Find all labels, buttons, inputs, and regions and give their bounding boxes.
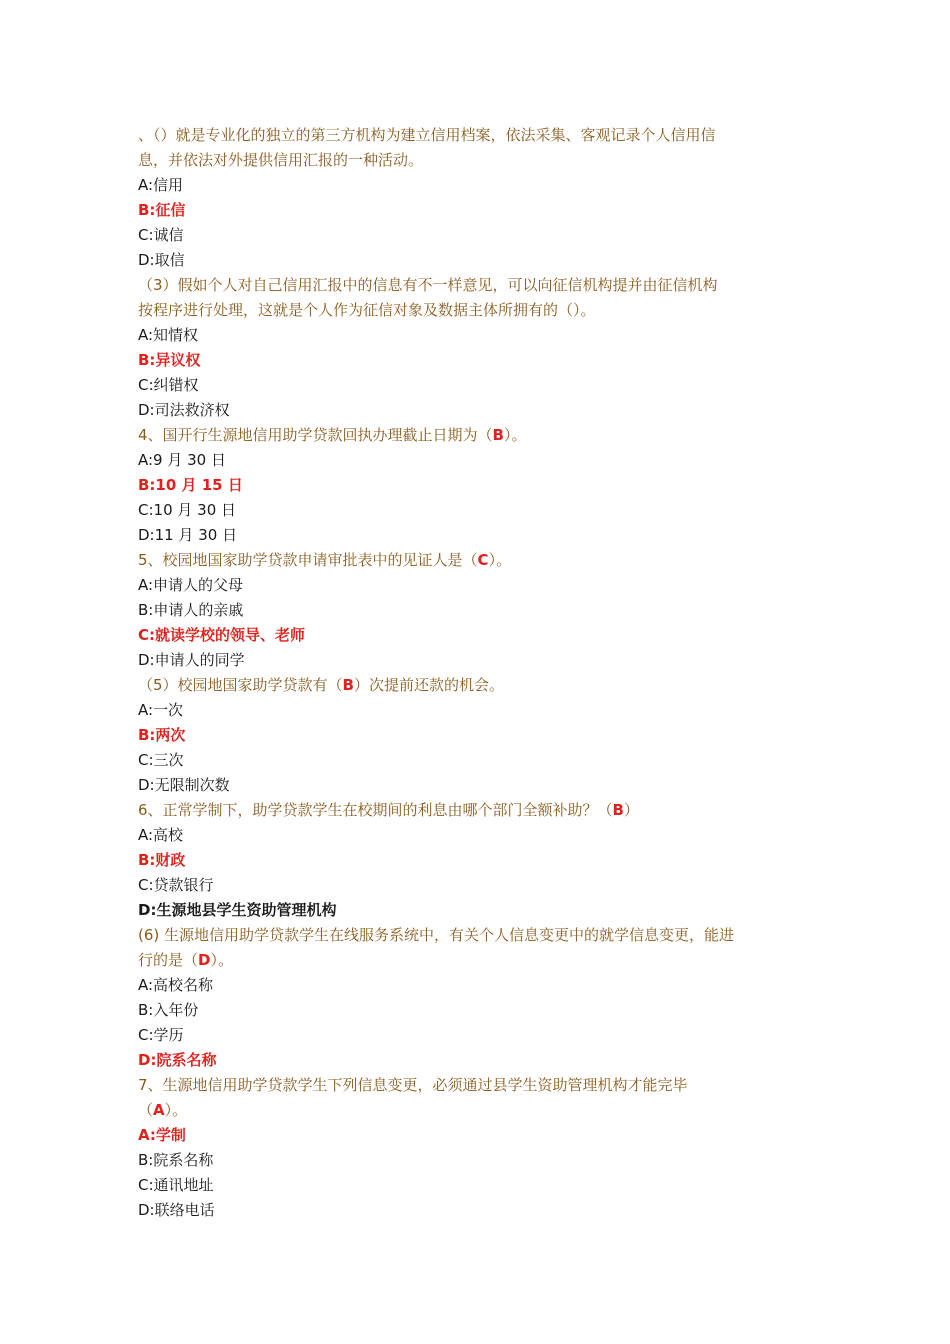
- option: B:入年份: [138, 1001, 199, 1019]
- question-text: ）。: [164, 1101, 188, 1119]
- option: A:一次: [138, 701, 184, 719]
- answer-key: B: [612, 801, 624, 819]
- question-line: [138, 548, 818, 573]
- option: D:11 月 30 日: [138, 526, 238, 544]
- option: D:取信: [138, 251, 185, 269]
- question-stem: [138, 548, 818, 573]
- option: C:三次: [138, 751, 184, 769]
- option: C:贷款银行: [138, 876, 214, 894]
- option: A:9 月 30 日: [138, 451, 226, 469]
- question-text: 行的是（: [138, 951, 199, 969]
- question-line: [138, 798, 818, 823]
- answer-key: D: [198, 951, 211, 969]
- question-text: 息，并依法对外提供信用汇报的一种活动。: [138, 151, 424, 169]
- correct-option: B:10 月 15 日: [138, 476, 243, 494]
- option: C:诚信: [138, 226, 184, 244]
- question-line: [138, 423, 818, 448]
- correct-option: C:就读学校的领导、老师: [138, 626, 306, 644]
- option: A:信用: [138, 176, 184, 194]
- question-stem: [138, 1073, 818, 1123]
- option: A:高校名称: [138, 976, 214, 994]
- option: D:生源地县学生资助管理机构: [138, 901, 337, 919]
- option: B:申请人的亲戚: [138, 601, 244, 619]
- correct-option: B:异议权: [138, 351, 201, 369]
- option: D:申请人的同学: [138, 651, 245, 669]
- option: C:纠错权: [138, 376, 199, 394]
- option: A:知情权: [138, 326, 199, 344]
- question-text: （5）校园地国家助学贷款有（: [138, 676, 343, 694]
- question-stem: [138, 923, 818, 973]
- question-text: (6) 生源地信用助学贷款学生在线服务系统中，有关个人信息变更中的就学信息变更，能进: [138, 926, 735, 944]
- answer-key: A: [153, 1101, 165, 1119]
- option: A:申请人的父母: [138, 576, 244, 594]
- question-text: ）。: [488, 551, 512, 569]
- question-text: （3）假如个人对自己信用汇报中的信息有不一样意见，可以向征信机构提并由征信机构: [138, 276, 718, 294]
- question-text: 4、国开行生源地信用助学贷款回执办理截止日期为（: [138, 426, 493, 444]
- option: D:无限制次数: [138, 776, 230, 794]
- question-stem: [138, 423, 818, 448]
- question-stem: [138, 273, 818, 323]
- question-text: 、（）就是专业化的独立的第三方机构为建立信用档案，依法采集、客观记录个人信用信: [138, 126, 716, 144]
- question-stem: [138, 798, 818, 823]
- question-line: [138, 123, 818, 148]
- correct-option: D:院系名称: [138, 1051, 217, 1069]
- question-text: 6、正常学制下，助学贷款学生在校期间的利息由哪个部门全额补助？（: [138, 801, 613, 819]
- option: A:高校: [138, 826, 184, 844]
- option: C:通讯地址: [138, 1176, 214, 1194]
- question-line: [138, 948, 818, 973]
- question-stem: [138, 673, 818, 698]
- correct-option: B:财政: [138, 851, 186, 869]
- question-line: [138, 923, 818, 948]
- question-text: ）次提前还款的机会。: [353, 676, 504, 694]
- question-text: ）: [623, 801, 639, 819]
- question-line: [138, 1098, 818, 1123]
- correct-option: B:两次: [138, 726, 186, 744]
- question-stem: [138, 123, 818, 173]
- question-line: [138, 298, 818, 323]
- option: D:联络电话: [138, 1201, 215, 1219]
- option: D:司法救济权: [138, 401, 230, 419]
- option: B:院系名称: [138, 1151, 214, 1169]
- answer-key: B: [492, 426, 504, 444]
- answer-key: C: [477, 551, 489, 569]
- question-text: 7、生源地信用助学贷款学生下列信息变更，必须通过县学生资助管理机构才能完毕: [138, 1076, 688, 1094]
- question-line: [138, 273, 818, 298]
- question-text: （: [138, 1101, 154, 1119]
- document-page: [138, 123, 818, 1223]
- option: C:学历: [138, 1026, 184, 1044]
- question-text: ）。: [210, 951, 233, 969]
- question-text: 按程序进行处理，这就是个人作为征信对象及数据主体所拥有的（）。: [138, 301, 596, 319]
- question-line: [138, 673, 818, 698]
- option: C:10 月 30 日: [138, 501, 237, 519]
- question-line: [138, 1073, 818, 1098]
- correct-option: A:学制: [138, 1126, 186, 1144]
- correct-option: B:征信: [138, 201, 186, 219]
- question-text: 5、校园地国家助学贷款申请审批表中的见证人是（: [138, 551, 478, 569]
- answer-key: B: [342, 676, 354, 694]
- question-line: [138, 148, 818, 173]
- question-text: ）。: [503, 426, 527, 444]
